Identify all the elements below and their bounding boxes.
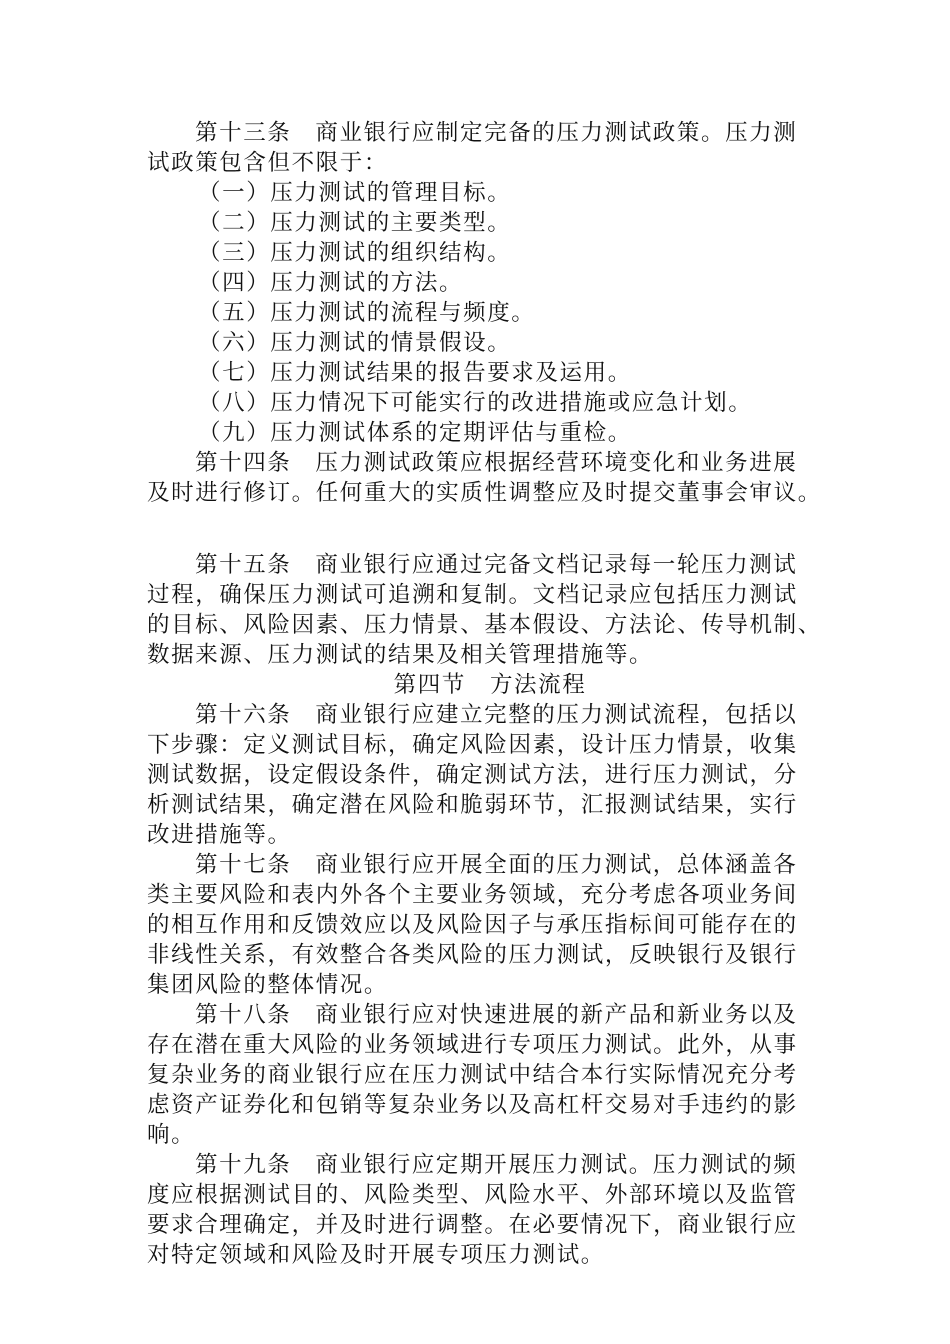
article-17-line-5: 集团风险的整体情况。 [147, 972, 389, 998]
article-19-line-4: 对特定领域和风险及时开展专项压力测试。 [147, 1242, 605, 1268]
article-17-line-3: 的相互作用和反馈效应以及风险因子与承压指标间可能存在的 [147, 912, 798, 938]
article-18-line-5: 响。 [147, 1122, 196, 1148]
article-13-text: 商业银行应制定完备的压力测试政策。压力测 [315, 120, 798, 146]
article-18-line-4: 虑资产证券化和包销等复杂业务以及高杠杆交易对手违约的影 [147, 1092, 798, 1118]
section-subtitle: 方法流程 [489, 672, 587, 698]
article-17-line-4: 非线性关系，有效整合各类风险的压力测试，反映银行及银行 [147, 942, 798, 968]
article-13-line-2: 试政策包含但不限于： [147, 150, 389, 176]
article-16-first-line [147, 700, 827, 730]
article-14-first-line [147, 448, 827, 478]
article-18-text: 商业银行应对快速进展的新产品和新业务以及 [315, 1002, 798, 1028]
article-13-label: 第十三条 [195, 120, 292, 146]
article-15-line-3: 的目标、风险因素、压力情景、基本假设、方法论、传导机制、 [147, 612, 822, 638]
article-15-first-line [147, 550, 827, 580]
article-13-item-1: （一）压力测试的管理目标。 [198, 180, 512, 206]
paragraph-gap [147, 508, 827, 550]
article-13-item-9: （九）压力测试体系的定期评估与重检。 [198, 420, 632, 446]
article-16-line-5: 改进措施等。 [147, 822, 292, 848]
article-19-label: 第十九条 [195, 1152, 292, 1178]
article-13-first-line [147, 118, 827, 148]
article-13-item-6: （六）压力测试的情景假设。 [198, 330, 512, 356]
article-17-line-2: 类主要风险和表内外各个主要业务领域，充分考虑各项业务间 [147, 882, 798, 908]
article-18-line-2: 存在潜在重大风险的业务领域进行专项压力测试。此外，从事 [147, 1032, 798, 1058]
section-title: 第四节 [393, 672, 466, 698]
article-15-line-4: 数据来源、压力测试的结果及相关管理措施等。 [147, 642, 654, 668]
article-16-line-4: 析测试结果，确定潜在风险和脆弱环节，汇报测试结果，实行 [147, 792, 798, 818]
article-17-text: 商业银行应开展全面的压力测试，总体涵盖各 [315, 852, 798, 878]
article-18-label: 第十八条 [195, 1002, 292, 1028]
article-15-label: 第十五条 [195, 552, 292, 578]
article-16-text: 商业银行应建立完整的压力测试流程，包括以 [315, 702, 798, 728]
document-page [147, 118, 827, 1270]
article-19-first-line [147, 1150, 827, 1180]
article-13-item-2: （二）压力测试的主要类型。 [198, 210, 512, 236]
article-14-text: 压力测试政策应根据经营环境变化和业务进展 [315, 450, 798, 476]
article-13-item-4: （四）压力测试的方法。 [198, 270, 464, 296]
article-15-line-2: 过程，确保压力测试可追溯和复制。文档记录应包括压力测试 [147, 582, 798, 608]
article-17-label: 第十七条 [195, 852, 292, 878]
article-18-line-3: 复杂业务的商业银行应在压力测试中结合本行实际情况充分考 [147, 1062, 798, 1088]
article-16-line-2: 下步骤：定义测试目标，确定风险因素，设计压力情景，收集 [147, 732, 798, 758]
article-16-label: 第十六条 [195, 702, 292, 728]
article-19-text: 商业银行应定期开展压力测试。压力测试的频 [315, 1152, 798, 1178]
article-13-item-7: （七）压力测试结果的报告要求及运用。 [198, 360, 632, 386]
article-14-line-2: 及时进行修订。任何重大的实质性调整应及时提交董事会审议。 [147, 480, 822, 506]
article-13-item-5: （五）压力测试的流程与频度。 [198, 300, 536, 326]
section-heading [147, 670, 827, 700]
article-18-first-line [147, 1000, 827, 1030]
article-13-item-3: （三）压力测试的组织结构。 [198, 240, 512, 266]
article-15-text: 商业银行应通过完备文档记录每一轮压力测试 [315, 552, 798, 578]
article-14-label: 第十四条 [195, 450, 292, 476]
article-13-item-8: （八）压力情况下可能实行的改进措施或应急计划。 [198, 390, 753, 416]
article-19-line-3: 要求合理确定，并及时进行调整。在必要情况下，商业银行应 [147, 1212, 798, 1238]
article-17-first-line [147, 850, 827, 880]
article-19-line-2: 度应根据测试目的、风险类型、风险水平、外部环境以及监管 [147, 1182, 798, 1208]
article-16-line-3: 测试数据，设定假设条件，确定测试方法，进行压力测试，分 [147, 762, 798, 788]
